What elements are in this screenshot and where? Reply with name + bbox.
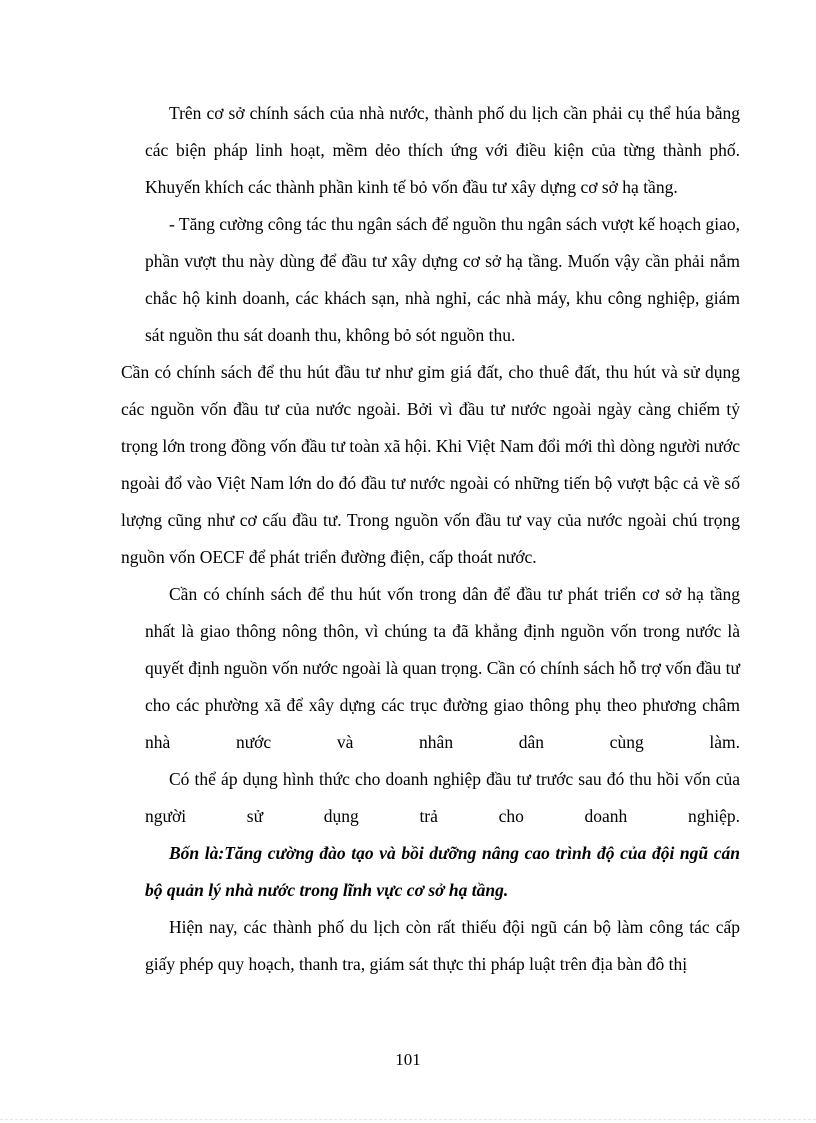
page-bottom-divider [0, 1119, 816, 1120]
section-heading-training: Bốn là:Tăng cường đào tạo và bồi dưỡng nâng cao trình độ của đội ngũ cán bộ quản lý nhà nước trong lĩnh vực cơ sở hạ tầng. [145, 843, 740, 900]
paragraph-domestic-capital: Cần có chính sách để thu hút vốn trong dân để đầu tư phát triển cơ sở hạ tầng nhất là giao thông nông thôn, vì chúng ta đã khẳng định nguồn vốn trong nước là quyết định nguồn vốn nước ngoài là quan trọng. Cần có chính sách hỗ trợ vốn đầu tư cho các phường xã để xây dựng các trục đường giao thông phụ theo phương châm nhà nước và nhân dân cùng làm. [145, 584, 740, 752]
paragraph-staff-shortage: Hiện nay, các thành phố du lịch còn rất thiếu đội ngũ cán bộ làm công tác cấp giấy phép quy hoạch, thanh tra, giám sát thực thi pháp luật trên địa bàn đô thị [145, 917, 740, 974]
paragraph-policy-flexibility: Trên cơ sở chính sách của nhà nước, thành phố du lịch cần phải cụ thể húa bằng các biện pháp linh hoạt, mềm dẻo thích ứng với điều kiện của từng thành phố. Khuyến khích các thành phần kinh tế bỏ vốn đầu tư xây dựng cơ sở hạ tầng. [145, 103, 740, 197]
paragraph-foreign-investment: Cần có chính sách để thu hút đầu tư như gỉm giá đất, cho thuê đất, thu hút và sử dụng các nguồn vốn đầu tư của nước ngoài. Bởi vì đầu tư nước ngoài ngày càng chiếm tỷ trọng lớn trong đồng vốn đầu tư toàn xã hội. Khi Việt Nam đổi mới thì dòng người nước ngoài đổ vào Việt Nam lớn do đó đầu tư nước ngoài có những tiến bộ vượt bậc cả về số lượng cũng như cơ cấu đầu tư. Trong nguồn vốn đầu tư vay của nước ngoài chú trọng nguồn vốn OECF để phát triển đường điện, cấp thoát nước. [121, 362, 740, 567]
body-text [121, 95, 740, 983]
paragraph-budget-collection: - Tăng cường công tác thu ngân sách để nguồn thu ngân sách vượt kế hoạch giao, phần vượt thu này dùng để đầu tư xây dựng cơ sở hạ tầng. Muốn vậy cần phải nắm chắc hộ kinh doanh, các khách sạn, nhà nghỉ, các nhà máy, khu công nghiệp, giám sát nguồn thu sát doanh thu, không bỏ sót nguồn thu. [145, 214, 740, 345]
paragraph-bot-form: Có thể áp dụng hình thức cho doanh nghiệp đầu tư trước sau đó thu hồi vốn của người sử dụng trả cho doanh nghiệp. [145, 769, 740, 826]
page-number: 101 [395, 1050, 421, 1069]
